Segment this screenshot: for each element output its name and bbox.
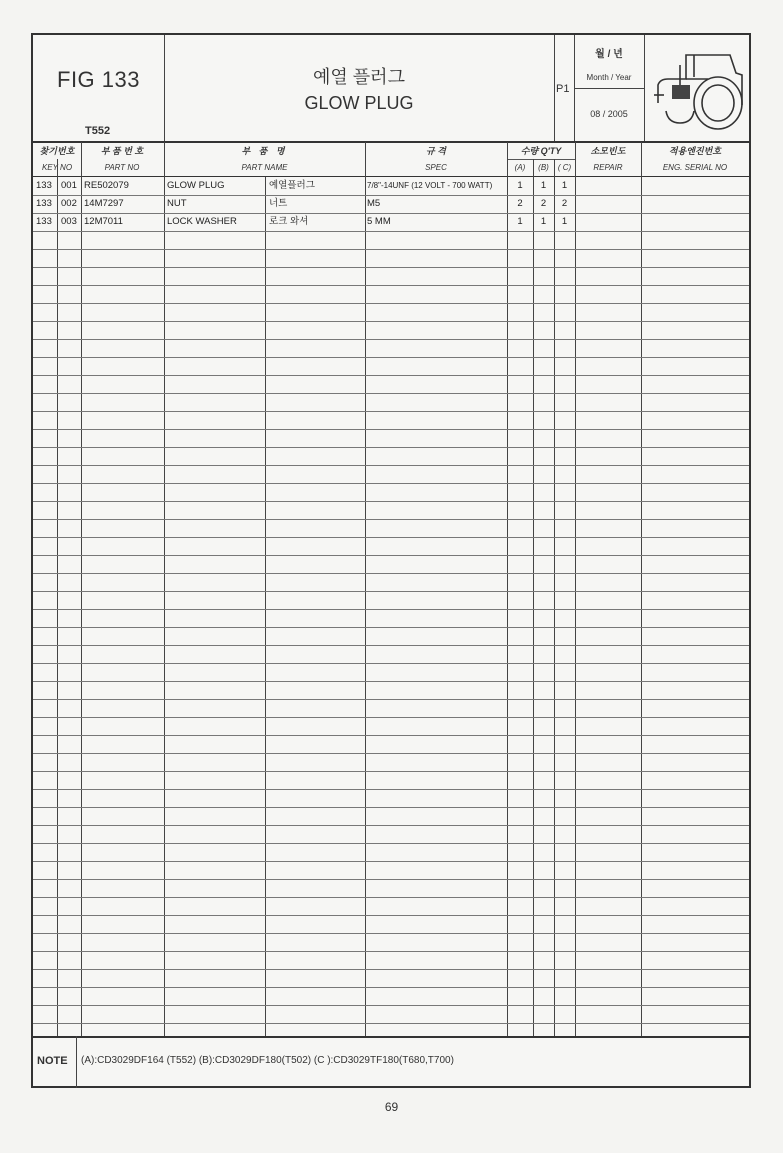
col-key-korean: 찾기번호: [39, 146, 75, 156]
col-serial-korean: 적용엔진번호: [668, 146, 722, 156]
table-row-line: [33, 717, 749, 718]
table-column-line: [81, 142, 82, 1036]
table-row-line: [33, 195, 749, 196]
row-name-en: NUT: [167, 198, 187, 209]
table-row-line: [33, 825, 749, 826]
row-part-no: 14M7297: [84, 198, 124, 209]
col-repair-english: REPAIR: [593, 163, 623, 172]
table-row-line: [33, 267, 749, 268]
col-name-korean: 부 품 명: [241, 146, 288, 156]
table-row-line: [33, 411, 749, 412]
month-year-korean: 월 / 년: [595, 49, 623, 60]
table-column-line: [641, 142, 642, 1036]
table-row-line: [33, 609, 749, 610]
page-number: 69: [384, 1100, 399, 1114]
table-row-line: [33, 465, 749, 466]
row-qty-c: 2: [561, 198, 568, 209]
table-row-line: [33, 627, 749, 628]
table-row-line: [33, 861, 749, 862]
table-row-line: [33, 987, 749, 988]
table-row-line: [33, 771, 749, 772]
note-top-line: [33, 1036, 749, 1038]
table-row-line: [33, 897, 749, 898]
table-row-line: [33, 1005, 749, 1006]
tractor-logo-icon: [650, 45, 748, 133]
col-repair-korean: 소모빈도: [590, 146, 626, 156]
row-qty-a: 1: [517, 216, 523, 227]
row-key: 002: [61, 198, 77, 209]
table-row-line: [33, 213, 749, 214]
row-fig: 133: [36, 216, 52, 227]
note-divider: [76, 1036, 77, 1088]
table-column-line: [57, 159, 58, 1036]
table-row-line: [33, 483, 749, 484]
note-text: (A):CD3029DF164 (T552) (B):CD3029DF180(T502) (C ):CD3029TF180(T680,T700): [81, 1055, 454, 1066]
row-qty-a: 2: [517, 198, 523, 209]
table-row-line: [33, 447, 749, 448]
col-qty-c: ( C): [557, 163, 572, 172]
col-spec-english: SPEC: [425, 163, 447, 172]
table-row-line: [33, 663, 749, 664]
table-column-line: [533, 159, 534, 1036]
table-row-line: [33, 969, 749, 970]
row-qty-a: 1: [517, 180, 523, 191]
col-qty-b: (B): [538, 163, 549, 172]
table-row-line: [33, 1023, 749, 1024]
table-row-line: [33, 591, 749, 592]
row-part-no: 12M7011: [84, 216, 123, 227]
table-row-line: [33, 393, 749, 394]
col-qty-a: (A): [514, 163, 526, 172]
table-column-line: [164, 142, 165, 1036]
row-name-en: GLOW PLUG: [167, 180, 225, 191]
table-row-line: [33, 645, 749, 646]
row-fig: 133: [36, 198, 52, 209]
table-row-line: [33, 501, 749, 502]
note-label: NOTE: [37, 1055, 68, 1067]
col-spec-korean: 규 격: [426, 146, 446, 156]
table-row-line: [33, 231, 749, 232]
col-part-english: PART NO: [104, 163, 140, 172]
title-korean: 예열 플러그: [313, 67, 405, 87]
table-row-line: [33, 735, 749, 736]
table-row-line: [33, 537, 749, 538]
table-row-line: [33, 681, 749, 682]
table-row-line: [33, 843, 749, 844]
table-row-line: [33, 753, 749, 754]
table-column-line: [507, 142, 508, 1036]
row-name-ko: 너트: [269, 198, 288, 209]
table-row-line: [33, 249, 749, 250]
table-column-line: [265, 177, 266, 1036]
table-column-line: [575, 142, 576, 1036]
row-qty-b: 2: [540, 198, 547, 209]
row-key: 001: [61, 180, 77, 191]
table-row-line: [33, 339, 749, 340]
table-row-line: [33, 357, 749, 358]
table-row-line: [33, 951, 749, 952]
table-row-line: [33, 933, 749, 934]
row-name-ko: 로크 와셔: [269, 216, 309, 227]
row-key: 003: [61, 216, 77, 227]
table-row-line: [33, 429, 749, 430]
table-row-line: [33, 375, 749, 376]
table-row-line: [33, 879, 749, 880]
col-part-korean: 부 품 번 호: [100, 146, 144, 156]
row-spec: M5: [367, 198, 381, 209]
col-name-english: PART NAME: [241, 163, 288, 172]
table-row-line: [33, 303, 749, 304]
table-row-line: [33, 555, 749, 556]
table-column-line: [365, 142, 366, 1036]
header-divider: [554, 35, 555, 142]
figure-number: FIG 133: [57, 67, 140, 92]
table-row-line: [33, 789, 749, 790]
table-column-line: [554, 159, 555, 1036]
table-row-line: [33, 285, 749, 286]
col-serial-english: ENG. SERIAL NO: [662, 163, 728, 172]
row-spec: 7/8"-14UNF (12 VOLT - 700 WATT): [367, 181, 493, 190]
row-name-en: LOCK WASHER: [167, 216, 237, 227]
table-row-line: [33, 915, 749, 916]
row-qty-b: 1: [540, 180, 547, 191]
row-spec: 5 MM: [367, 216, 391, 227]
month-year-english: Month / Year: [586, 73, 632, 82]
row-qty-c: 1: [561, 180, 568, 191]
issue-date: 08 / 2005: [590, 109, 628, 119]
row-name-ko: 예열플러그: [269, 180, 315, 191]
model-label: T552: [85, 125, 111, 137]
title-english: GLOW PLUG: [304, 93, 414, 113]
table-row-line: [33, 807, 749, 808]
row-qty-b: 1: [540, 216, 547, 227]
table-row-line: [33, 573, 749, 574]
table-row-line: [33, 321, 749, 322]
table-row-line: [33, 699, 749, 700]
table-row-line: [33, 519, 749, 520]
row-fig: 133: [36, 180, 52, 191]
col-qty-korean: 수량 Q'TY: [520, 146, 562, 156]
row-part-no: RE502079: [84, 180, 129, 191]
page-code: P1: [556, 83, 570, 95]
col-key-english: KEY NO: [41, 163, 73, 172]
parts-sheet: [31, 33, 751, 1088]
header-divider: [644, 35, 645, 142]
row-qty-c: 1: [561, 216, 568, 227]
